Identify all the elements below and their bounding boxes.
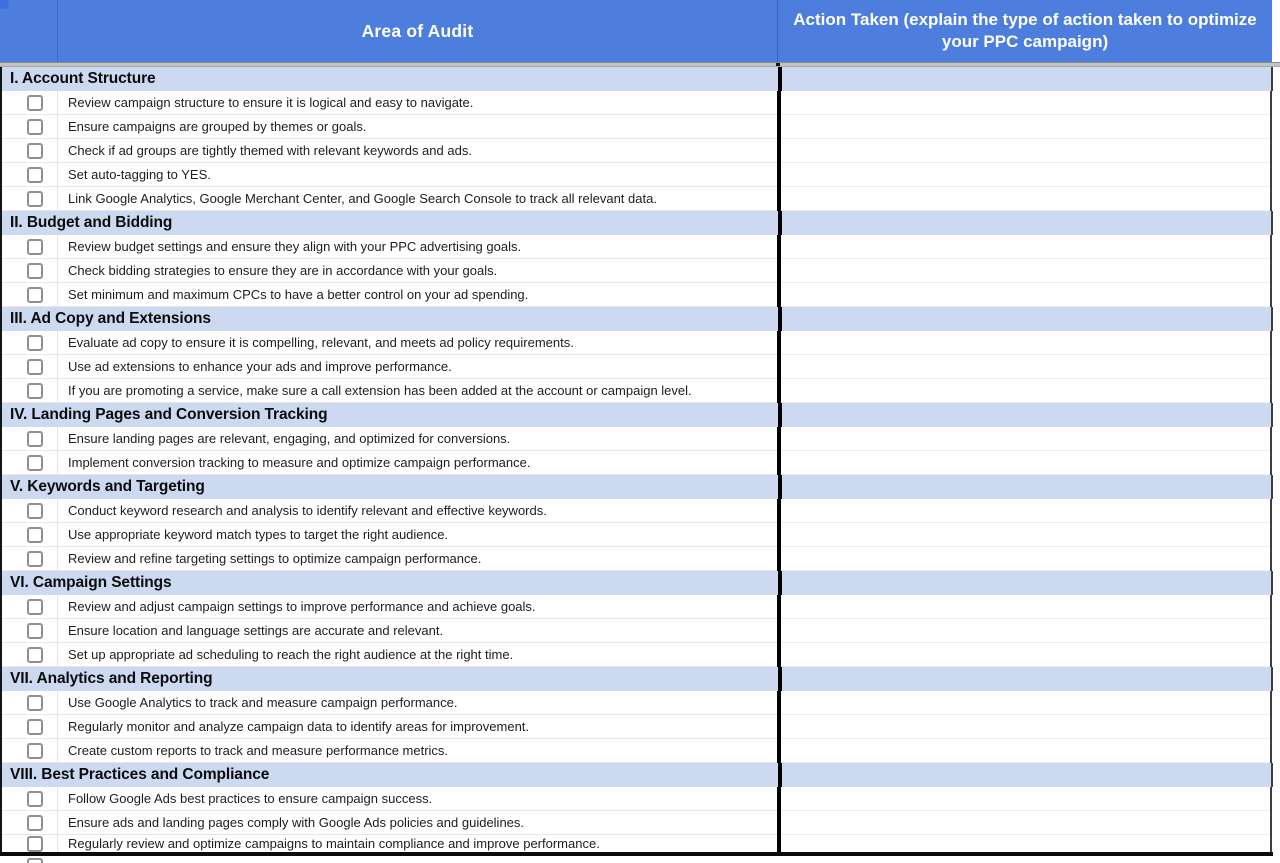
checkbox-unchecked-icon[interactable] — [27, 383, 43, 399]
checkbox-unchecked-icon[interactable] — [27, 455, 43, 471]
audit-item-cell[interactable]: Ensure ads and landing pages comply with Google Ads policies and guidelines. — [58, 811, 777, 835]
checklist-row — [2, 643, 1280, 667]
checkbox-unchecked-icon[interactable] — [27, 167, 43, 183]
action-taken-cell[interactable] — [781, 187, 1270, 211]
gutter — [1272, 355, 1279, 379]
audit-item-cell[interactable]: Evaluate ad copy to ensure it is compelling, relevant, and meets ad policy requirements. — [58, 331, 777, 355]
checklist-row — [2, 691, 1280, 715]
gutter — [1272, 331, 1279, 355]
checklist-row — [2, 379, 1280, 403]
checkbox-cell[interactable] — [2, 619, 58, 643]
action-taken-cell[interactable] — [781, 787, 1270, 811]
audit-item-cell[interactable]: Ensure landing pages are relevant, engaging, and optimized for conversions. — [58, 427, 777, 451]
gutter — [1273, 211, 1280, 235]
action-taken-cell[interactable] — [781, 379, 1270, 403]
checklist-row — [2, 499, 1280, 523]
action-taken-cell[interactable] — [781, 835, 1270, 852]
checkbox-unchecked-icon[interactable] — [27, 191, 43, 207]
action-taken-cell[interactable] — [781, 691, 1270, 715]
checklist-row — [2, 115, 1280, 139]
checkbox-cell[interactable] — [2, 691, 58, 715]
checklist-row — [2, 187, 1280, 211]
checklist-row — [2, 235, 1280, 259]
gutter — [1272, 547, 1279, 571]
gutter — [1272, 499, 1279, 523]
action-taken-cell[interactable] — [781, 283, 1270, 307]
section-header-row — [2, 763, 1280, 787]
checkbox-unchecked-icon[interactable] — [27, 287, 43, 303]
section-title-cell[interactable]: III. Ad Copy and Extensions — [2, 307, 778, 331]
checkbox-cell[interactable] — [2, 259, 58, 283]
audit-item-cell[interactable]: Create custom reports to track and measure performance metrics. — [58, 739, 777, 763]
checkbox-unchecked-icon[interactable] — [27, 143, 43, 159]
checkbox-unchecked-icon[interactable] — [27, 335, 43, 351]
header-checkbox-column-cell[interactable] — [0, 0, 58, 62]
checkbox-cell[interactable] — [2, 187, 58, 211]
audit-item-cell[interactable]: Implement conversion tracking to measure and optimize campaign performance. — [58, 451, 777, 475]
audit-item-cell[interactable]: Conduct keyword research and analysis to identify relevant and effective keywords. — [58, 499, 777, 523]
action-taken-cell[interactable] — [781, 355, 1270, 379]
gutter — [1272, 163, 1279, 187]
checkbox-unchecked-icon[interactable] — [27, 95, 43, 111]
action-taken-cell[interactable] — [781, 91, 1270, 115]
gutter — [1272, 523, 1279, 547]
checklist-row — [2, 739, 1280, 763]
action-taken-cell[interactable] — [781, 499, 1270, 523]
checkbox-unchecked-icon[interactable] — [27, 647, 43, 663]
checklist-row — [2, 451, 1280, 475]
section-header-row — [2, 571, 1280, 595]
checklist-row — [2, 619, 1280, 643]
audit-item-cell[interactable]: Check bidding strategies to ensure they are in accordance with your goals. — [58, 259, 777, 283]
checkbox-cell[interactable] — [2, 163, 58, 187]
checklist-row — [2, 811, 1280, 835]
checklist-row — [2, 259, 1280, 283]
audit-item-cell[interactable]: Regularly monitor and analyze campaign data to identify areas for improvement. — [58, 715, 777, 739]
audit-item-cell[interactable]: Use appropriate keyword match types to target the right audience. — [58, 523, 777, 547]
frozen-row-divider[interactable] — [0, 62, 1280, 67]
gutter — [1272, 451, 1279, 475]
audit-item-cell[interactable]: Use Google Analytics to track and measure campaign performance. — [58, 691, 777, 715]
gutter — [1272, 643, 1279, 667]
action-taken-cell[interactable] — [781, 595, 1270, 619]
checkbox-cell[interactable] — [2, 451, 58, 475]
action-taken-cell[interactable] — [781, 139, 1270, 163]
checkbox-cell[interactable] — [2, 595, 58, 619]
column-divider-notch — [776, 63, 780, 66]
checklist-row — [2, 331, 1280, 355]
audit-item-cell[interactable]: Check if ad groups are tightly themed with relevant keywords and ads. — [58, 139, 777, 163]
audit-item-cell[interactable]: If you are promoting a service, make sure a call extension has been added at the account or campaign level. — [58, 379, 777, 403]
checkbox-unchecked-icon[interactable] — [27, 119, 43, 135]
checkbox-cell[interactable] — [2, 787, 58, 811]
section-header-row — [2, 403, 1280, 427]
checkbox-unchecked-icon[interactable] — [27, 695, 43, 711]
section-band-action-cell[interactable] — [782, 403, 1271, 427]
checkbox-unchecked-icon[interactable] — [27, 503, 43, 519]
section-band-action-cell[interactable] — [782, 211, 1271, 235]
checklist-row — [2, 787, 1280, 811]
gutter — [1273, 403, 1280, 427]
section-title-cell[interactable]: I. Account Structure — [2, 67, 778, 91]
action-taken-cell[interactable] — [781, 163, 1270, 187]
checklist-row — [2, 163, 1280, 187]
action-taken-cell[interactable] — [781, 619, 1270, 643]
header-action-taken-cell[interactable]: Action Taken (explain the type of action taken to optimize your PPC campaign) — [778, 0, 1272, 62]
checkbox-cell[interactable] — [2, 523, 58, 547]
checkbox-unchecked-icon[interactable] — [27, 836, 43, 852]
checklist-row — [2, 355, 1280, 379]
action-taken-cell[interactable] — [781, 739, 1270, 763]
header-row — [0, 0, 1280, 62]
section-title-cell[interactable]: VI. Campaign Settings — [2, 571, 778, 595]
gutter — [1272, 787, 1279, 811]
action-taken-cell[interactable] — [781, 331, 1270, 355]
section-title-cell[interactable]: V. Keywords and Targeting — [2, 475, 778, 499]
gutter — [1272, 619, 1279, 643]
checklist-row — [2, 91, 1280, 115]
checkbox-unchecked-icon[interactable] — [27, 551, 43, 567]
checklist-row — [2, 139, 1280, 163]
gutter — [1273, 307, 1280, 331]
checkbox-cell[interactable] — [2, 91, 58, 115]
checkbox-cell[interactable] — [2, 379, 58, 403]
checkbox-cell[interactable] — [2, 355, 58, 379]
audit-item-cell[interactable]: Review campaign structure to ensure it is logical and easy to navigate. — [58, 91, 777, 115]
audit-item-cell[interactable]: Review and adjust campaign settings to improve performance and achieve goals. — [58, 595, 777, 619]
audit-item-cell[interactable]: Follow Google Ads best practices to ensure campaign success. — [58, 787, 777, 811]
checklist-row — [2, 595, 1280, 619]
section-title-cell[interactable]: IV. Landing Pages and Conversion Tracking — [2, 403, 778, 427]
audit-item-cell[interactable]: Set up appropriate ad scheduling to reach the right audience at the right time. — [58, 643, 777, 667]
gutter — [1272, 595, 1279, 619]
section-band-action-cell[interactable] — [782, 67, 1271, 91]
audit-item-cell[interactable]: Ensure campaigns are grouped by themes or goals. — [58, 115, 777, 139]
checkbox-cell[interactable] — [2, 427, 58, 451]
checkbox-cell[interactable] — [2, 739, 58, 763]
audit-item-cell[interactable]: Ensure location and language settings are accurate and relevant. — [58, 619, 777, 643]
checkbox-unchecked-icon[interactable] — [27, 239, 43, 255]
action-taken-cell[interactable] — [781, 115, 1270, 139]
section-header-row — [2, 475, 1280, 499]
checkbox-cell[interactable] — [2, 115, 58, 139]
section-band-action-cell[interactable] — [782, 571, 1271, 595]
gutter — [1273, 763, 1280, 787]
gutter — [1272, 691, 1279, 715]
checkbox-unchecked-icon[interactable] — [27, 431, 43, 447]
audit-item-cell[interactable]: Use ad extensions to enhance your ads and improve performance. — [58, 355, 777, 379]
checkbox-unchecked-icon[interactable] — [27, 359, 43, 375]
gutter — [1272, 115, 1279, 139]
checklist-row — [2, 547, 1280, 571]
gutter — [1272, 283, 1279, 307]
header-area-of-audit-cell[interactable]: Area of Audit — [58, 0, 778, 62]
gutter — [1273, 571, 1280, 595]
audit-item-cell[interactable]: Link Google Analytics, Google Merchant Center, and Google Search Console to track all relevant data. — [58, 187, 777, 211]
gutter — [1272, 739, 1279, 763]
section-header-row — [2, 307, 1280, 331]
checkbox-cell[interactable] — [2, 811, 58, 835]
action-taken-cell[interactable] — [781, 235, 1270, 259]
checkbox-cell[interactable] — [2, 499, 58, 523]
gutter — [1272, 187, 1279, 211]
gutter — [1272, 379, 1279, 403]
checkbox-cell[interactable] — [2, 715, 58, 739]
section-title-cell[interactable]: VII. Analytics and Reporting — [2, 667, 778, 691]
action-taken-cell[interactable] — [781, 811, 1270, 835]
checkbox-unchecked-icon[interactable] — [27, 815, 43, 831]
action-taken-cell[interactable] — [781, 427, 1270, 451]
audit-item-cell[interactable]: Review and refine targeting settings to optimize campaign performance. — [58, 547, 777, 571]
section-header-row — [2, 67, 1280, 91]
audit-item-cell[interactable]: Set minimum and maximum CPCs to have a better control on your ad spending. — [58, 283, 777, 307]
section-title-cell[interactable]: II. Budget and Bidding — [2, 211, 778, 235]
checklist-row — [2, 427, 1280, 451]
gutter — [1272, 835, 1279, 852]
checkbox-cell[interactable] — [2, 835, 58, 852]
action-taken-cell[interactable] — [781, 643, 1270, 667]
checklist-row — [2, 715, 1280, 739]
checkbox-cell[interactable] — [2, 643, 58, 667]
checkbox-unchecked-icon[interactable] — [27, 599, 43, 615]
action-taken-cell[interactable] — [781, 451, 1270, 475]
checkbox-cell[interactable] — [2, 331, 58, 355]
checkbox-cell[interactable] — [2, 235, 58, 259]
gutter — [1273, 475, 1280, 499]
gutter — [1272, 427, 1279, 451]
audit-item-cell[interactable]: Review budget settings and ensure they align with your PPC advertising goals. — [58, 235, 777, 259]
section-band-action-cell[interactable] — [782, 307, 1271, 331]
gutter — [1272, 811, 1279, 835]
gutter — [1273, 667, 1280, 691]
action-taken-cell[interactable] — [781, 547, 1270, 571]
section-band-action-cell[interactable] — [782, 763, 1271, 787]
checkbox-cell[interactable] — [2, 547, 58, 571]
gutter — [1272, 91, 1279, 115]
checkbox-unchecked-icon[interactable] — [27, 623, 43, 639]
section-band-action-cell[interactable] — [782, 667, 1271, 691]
audit-item-cell[interactable]: Regularly review and optimize campaigns to maintain compliance and improve performance. — [58, 835, 777, 852]
action-taken-cell[interactable] — [781, 523, 1270, 547]
audit-item-cell[interactable]: Set auto-tagging to YES. — [58, 163, 777, 187]
action-taken-cell[interactable] — [781, 259, 1270, 283]
section-header-row — [2, 667, 1280, 691]
checklist-row — [2, 283, 1280, 307]
checklist-row — [2, 835, 1280, 852]
action-taken-cell[interactable] — [781, 715, 1270, 739]
gutter — [1272, 715, 1279, 739]
section-band-action-cell[interactable] — [782, 475, 1271, 499]
checkbox-unchecked-icon[interactable] — [27, 791, 43, 807]
checkbox-unchecked-icon[interactable] — [27, 527, 43, 543]
clipped-next-checkbox-icon — [27, 858, 43, 863]
checkbox-unchecked-icon[interactable] — [27, 719, 43, 735]
checkbox-unchecked-icon[interactable] — [27, 263, 43, 279]
gutter — [1272, 139, 1279, 163]
gutter — [1272, 259, 1279, 283]
checkbox-unchecked-icon[interactable] — [27, 743, 43, 759]
section-title-cell[interactable]: VIII. Best Practices and Compliance — [2, 763, 778, 787]
checklist-row — [2, 523, 1280, 547]
gutter — [1272, 235, 1279, 259]
table-body — [0, 67, 1280, 852]
checkbox-cell[interactable] — [2, 283, 58, 307]
section-header-row — [2, 211, 1280, 235]
checkbox-cell[interactable] — [2, 139, 58, 163]
bottom-strip — [0, 856, 1280, 863]
gutter — [1273, 67, 1280, 91]
header-gutter — [1272, 0, 1280, 62]
